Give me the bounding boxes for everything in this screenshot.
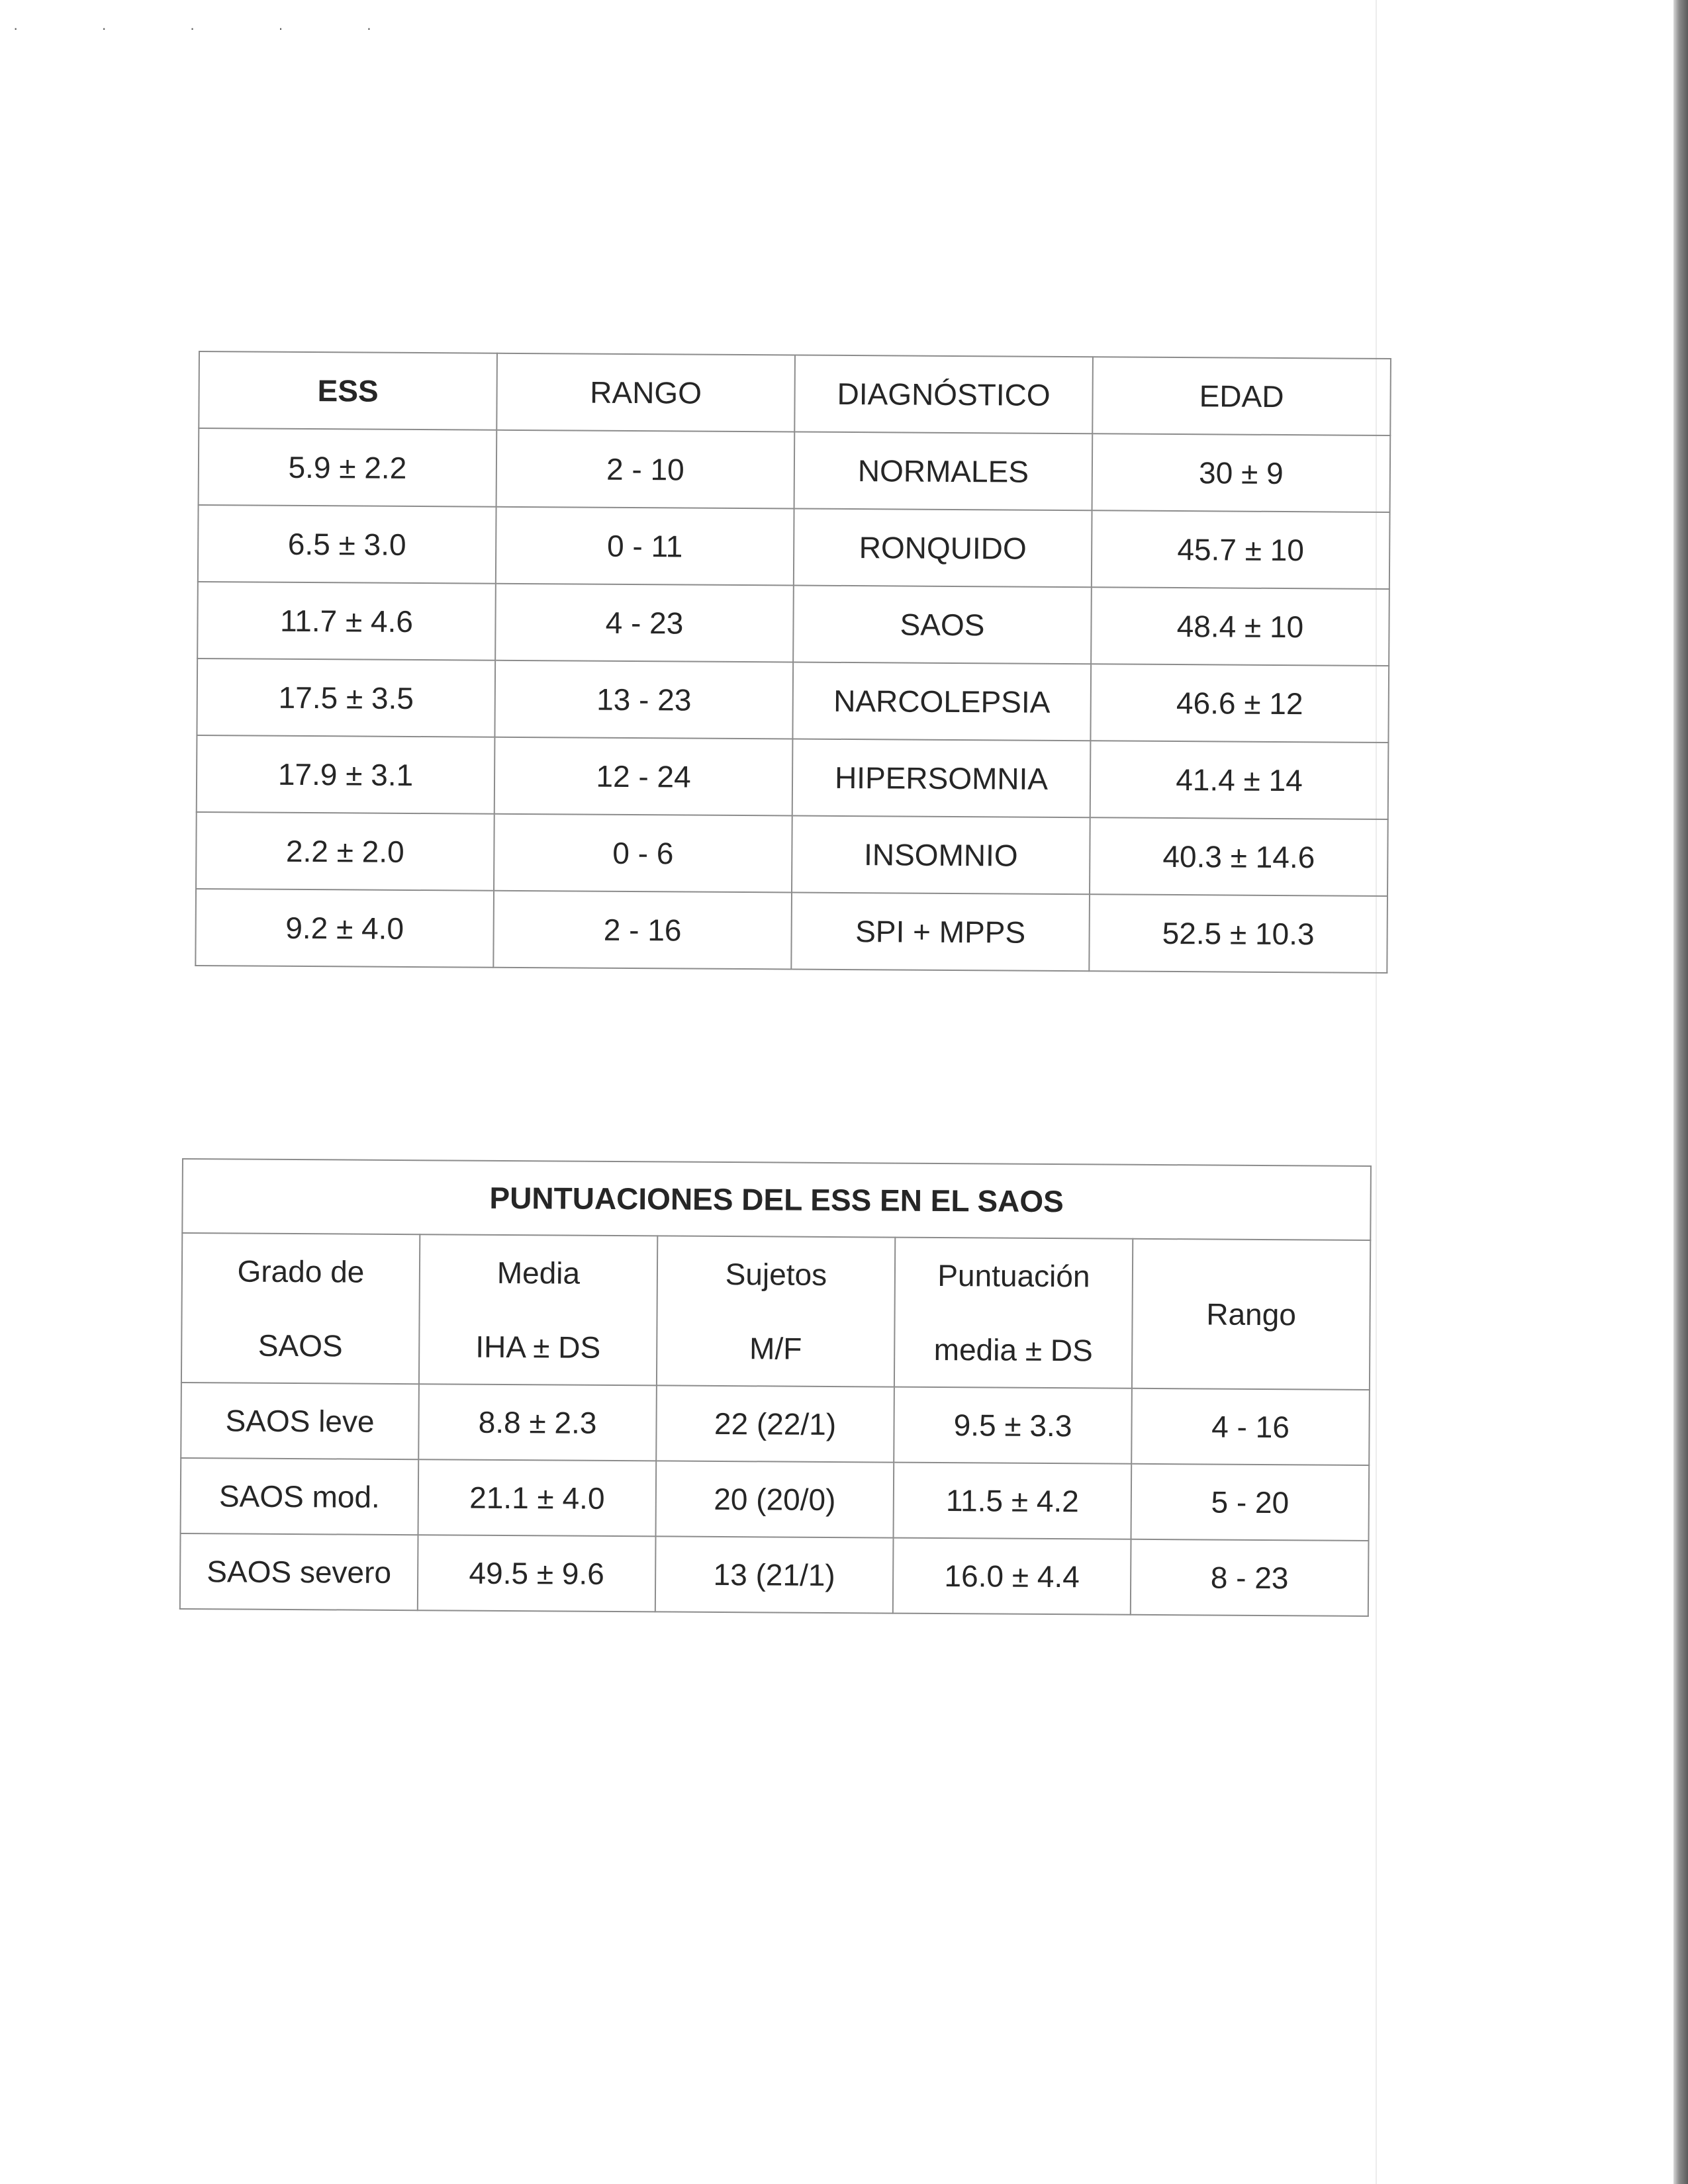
table-title-row <box>182 1159 1371 1240</box>
table-row <box>181 1383 1370 1465</box>
table-header-row <box>181 1233 1370 1390</box>
cell-ess: 9.2 ± 4.0 <box>195 889 494 968</box>
header-grado <box>181 1233 420 1384</box>
cell-rango: 13 - 23 <box>494 660 793 739</box>
cell-puntuacion: 9.5 ± 3.3 <box>894 1387 1132 1464</box>
cell-edad: 40.3 ± 14.6 <box>1090 817 1388 896</box>
cell-edad: 41.4 ± 14 <box>1090 741 1389 819</box>
table-row <box>197 659 1389 743</box>
cell-edad: 45.7 ± 10 <box>1092 510 1390 589</box>
cell-diagnostico: INSOMNIO <box>792 815 1090 894</box>
cell-ess: 11.7 ± 4.6 <box>197 582 496 660</box>
table-row <box>180 1533 1369 1616</box>
table-row <box>198 505 1390 589</box>
header-puntuacion <box>894 1238 1133 1388</box>
cell-edad: 46.6 ± 12 <box>1090 664 1389 743</box>
header-diagnostico: DIAGNÓSTICO <box>794 355 1093 434</box>
cell-diagnostico: NARCOLEPSIA <box>792 662 1091 741</box>
table-row <box>196 812 1388 896</box>
cell-ess: 17.9 ± 3.1 <box>197 735 495 814</box>
cell-sujetos: 13 (21/1) <box>655 1536 894 1613</box>
cell-diagnostico: SPI + MPPS <box>791 892 1090 971</box>
cell-rango: 2 - 10 <box>496 430 795 509</box>
header-sujetos <box>657 1236 895 1387</box>
header-rango: RANGO <box>496 353 795 432</box>
cell-rango: 4 - 23 <box>495 584 794 662</box>
header-line: Puntuación <box>937 1257 1090 1294</box>
table-row <box>195 889 1387 973</box>
cell-ess: 6.5 ± 3.0 <box>198 505 496 584</box>
cell-grado: SAOS severo <box>180 1533 418 1610</box>
header-line: SAOS <box>258 1328 343 1363</box>
cell-ess: 5.9 ± 2.2 <box>199 428 497 507</box>
cell-grado: SAOS mod. <box>181 1458 419 1535</box>
cell-rango: 8 - 23 <box>1131 1539 1369 1616</box>
header-edad: EDAD <box>1092 357 1391 435</box>
cell-edad: 30 ± 9 <box>1092 433 1391 512</box>
cell-rango: 0 - 6 <box>494 814 792 893</box>
table-row <box>181 1458 1370 1541</box>
table-row <box>199 428 1391 512</box>
scan-specks: · · · · · <box>13 20 412 36</box>
cell-sujetos: 22 (22/1) <box>656 1385 894 1462</box>
cell-ess: 2.2 ± 2.0 <box>196 812 494 891</box>
cell-ess: 17.5 ± 3.5 <box>197 659 495 737</box>
cell-edad: 52.5 ± 10.3 <box>1089 894 1387 973</box>
cell-diagnostico: NORMALES <box>794 432 1093 511</box>
header-line: Media <box>496 1255 581 1291</box>
cell-media: 21.1 ± 4.0 <box>418 1459 657 1536</box>
header-line: Sujetos <box>725 1257 827 1292</box>
cell-rango: 0 - 11 <box>496 507 794 586</box>
cell-diagnostico: HIPERSOMNIA <box>792 739 1091 817</box>
cell-rango: 4 - 16 <box>1131 1388 1370 1465</box>
header-line: Grado de <box>237 1253 365 1289</box>
header-line: Rango <box>1206 1297 1297 1332</box>
cell-rango: 2 - 16 <box>493 891 792 970</box>
cell-grado: SAOS leve <box>181 1383 419 1459</box>
scan-fold-line <box>1376 0 1377 2184</box>
header-line: M/F <box>749 1331 802 1366</box>
cell-media: 8.8 ± 2.3 <box>418 1384 657 1461</box>
cell-puntuacion: 11.5 ± 4.2 <box>894 1463 1132 1539</box>
cell-puntuacion: 16.0 ± 4.4 <box>893 1538 1131 1615</box>
saos-ess-scores-table <box>179 1158 1372 1617</box>
scan-page-edge <box>1673 0 1688 2184</box>
table-title: PUNTUACIONES DEL ESS EN EL SAOS <box>182 1159 1371 1240</box>
cell-edad: 48.4 ± 10 <box>1091 587 1389 666</box>
cell-rango: 12 - 24 <box>494 737 793 816</box>
header-line: media ± DS <box>933 1332 1093 1368</box>
cell-sujetos: 20 (20/0) <box>656 1461 894 1537</box>
table-row <box>197 735 1389 819</box>
table-row <box>197 582 1389 666</box>
header-ess: ESS <box>199 351 497 430</box>
header-line: IHA ± DS <box>475 1329 601 1365</box>
header-media <box>419 1234 657 1385</box>
cell-diagnostico: SAOS <box>793 585 1092 664</box>
cell-media: 49.5 ± 9.6 <box>418 1535 656 1612</box>
header-rango <box>1132 1239 1370 1390</box>
cell-rango: 5 - 20 <box>1131 1464 1370 1541</box>
ess-diagnosis-table <box>195 351 1391 974</box>
table-header-row <box>199 351 1391 435</box>
cell-diagnostico: RONQUIDO <box>794 508 1092 587</box>
